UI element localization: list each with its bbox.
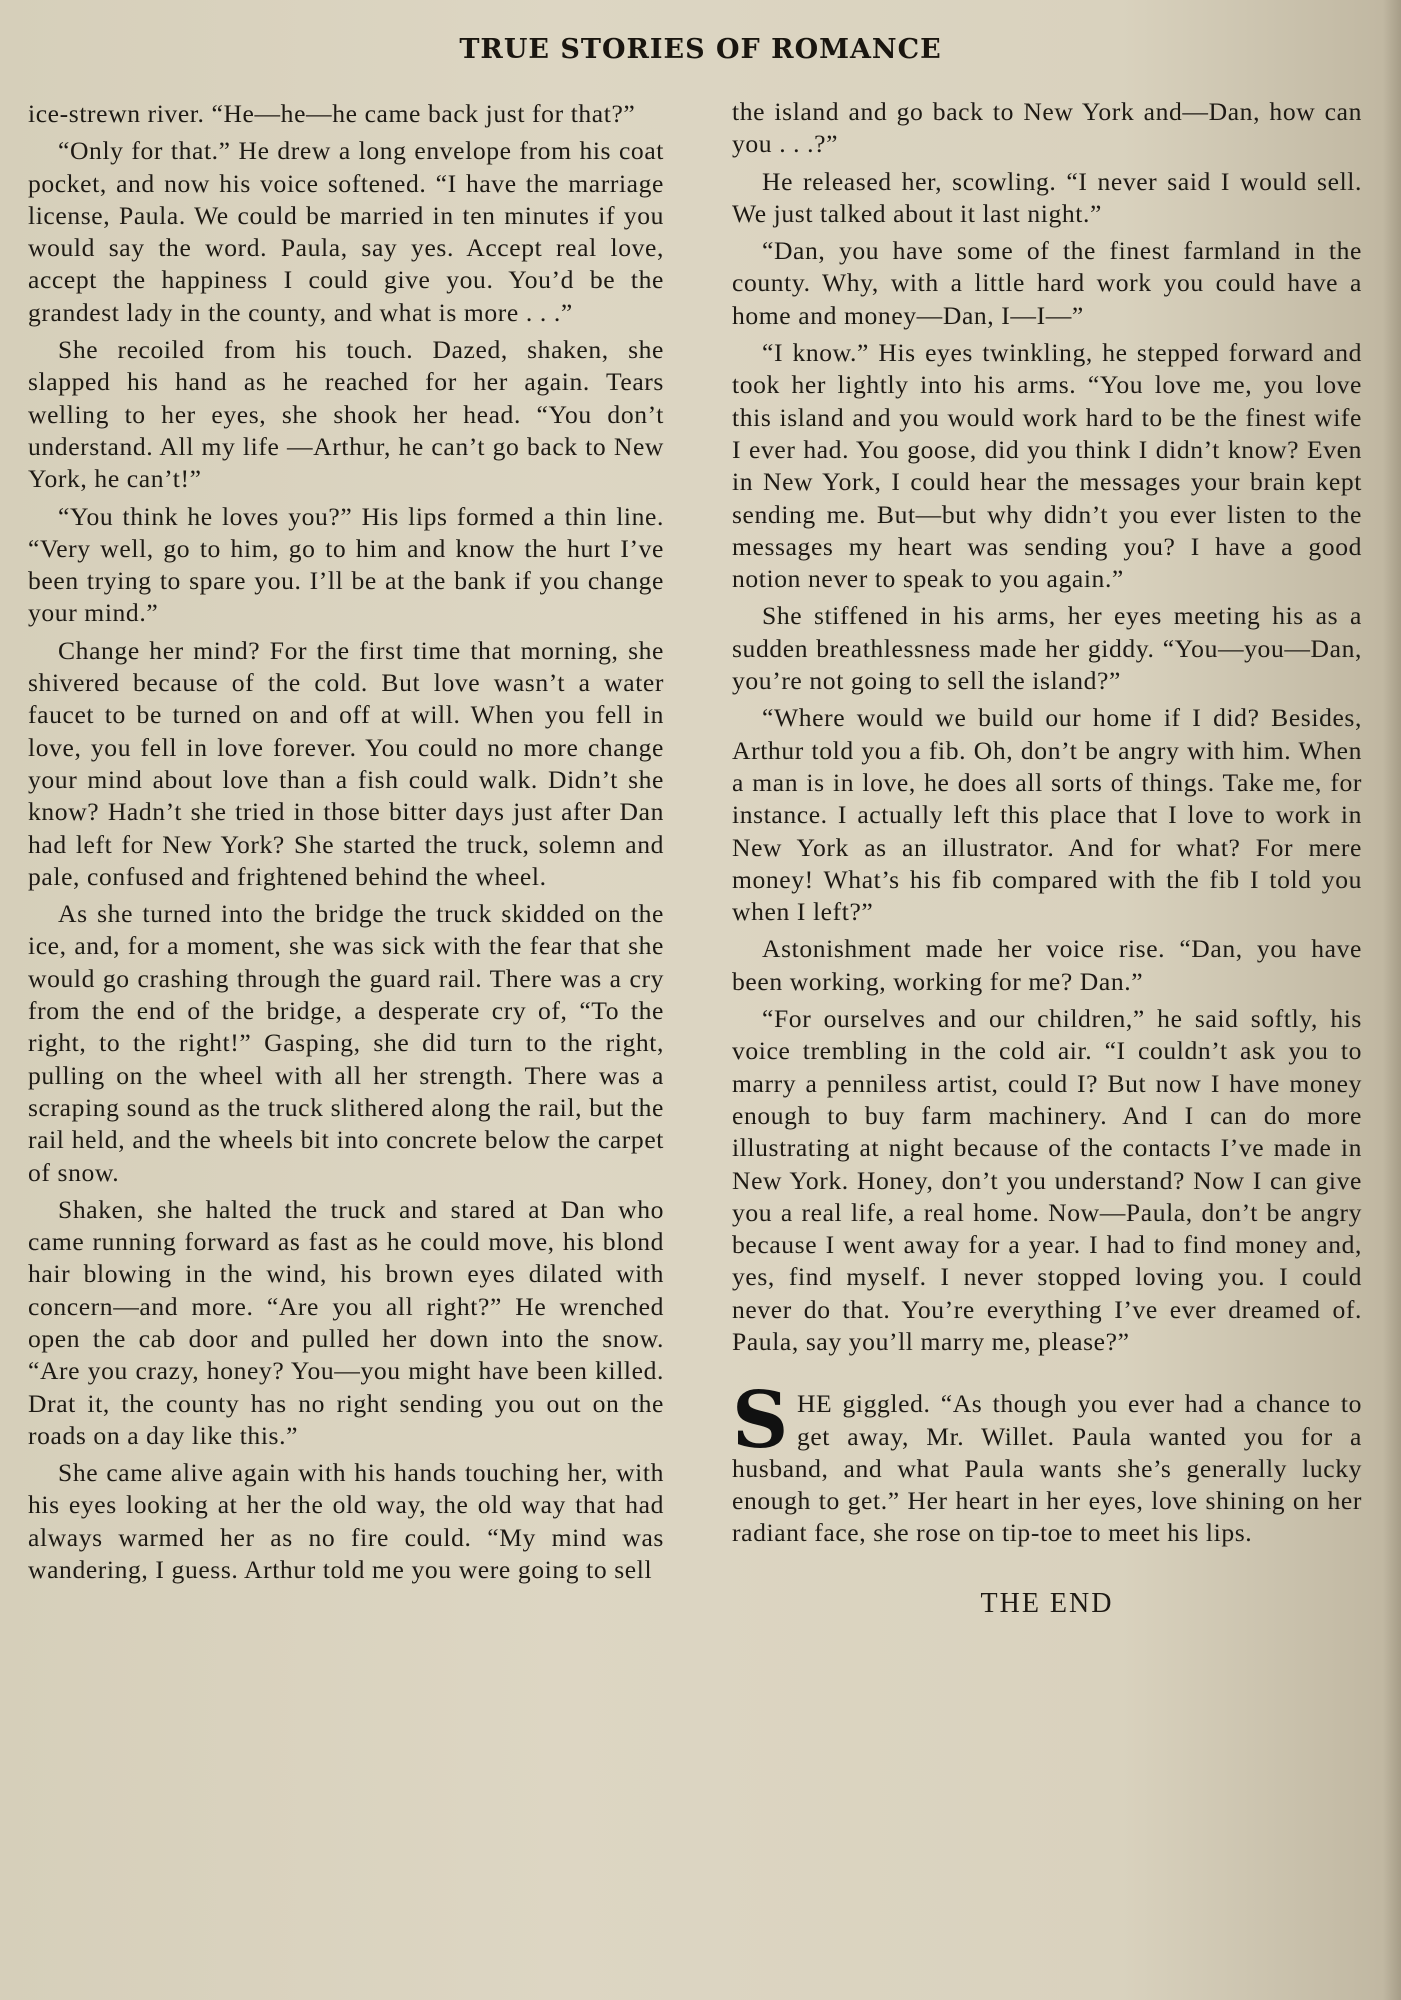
closing-paragraph xyxy=(732,1375,1362,1549)
closing-text: HE giggled. “As though you ever had a chance to get away, Mr. Willet. Paula wanted you for a husband, and what Paula wants she’s generally lucky enough to get.” Her heart in her eyes, love shining on her radiant face, she rose on tip-toe to meet his lips. xyxy=(732,1389,1362,1548)
paragraph: Change her mind? For the first time that morning, she shivered because of the cold. But love wasn’t a water faucet to be turned on and off at will. When you fell in love, you fell in love forever. You could no more change your mind about love than a fish could walk. Didn’t she know? Hadn’t she tried in those bitter days just after Dan had left for New York? She started the truck, solemn and pale, confused and frightened behind the wheel. xyxy=(28,635,664,891)
paragraph: She came alive again with his hands touching her, with his eyes looking at her the old way, the old way that had always warmed her as no fire could. “My mind was wandering, I guess. Arthur told me you were going to sell xyxy=(28,1458,664,1585)
paragraph: As she turned into the bridge the truck skidded on the ice, and, for a moment, she was sick with the fear that she would go crashing through the guard rail. There was a cry from the end of the bridge, a desperate cry of, “To the right, to the right!” Gasping, she did turn to the right, pulling on the wheel with all her strength. There was a scraping sound as the truck slithered along the rail, but the rail held, and the wheels bit into concrete below the carpet of snow. xyxy=(28,899,664,1187)
paragraph: Astonishment made her voice rise. “Dan, you have been working, working for me? Dan.” xyxy=(732,934,1362,996)
paragraph: “I know.” His eyes twinkling, he stepped forward and took her lightly into his arms. “You love me, you love this island and you would work hard to be the finest wife I ever had. You goose, did you think I didn’t know? Even in New York, I could hear the messages your brain kept sending me. But—but why didn’t you ever listen to the messages my heart was sending you? I have a good notion never to speak to you again.” xyxy=(732,338,1362,594)
paragraph: the island and go back to New York and—Dan, how can you . . .?” xyxy=(732,97,1362,159)
paragraph: ice-strewn river. “He—he—he came back just for that?” xyxy=(28,99,636,128)
paragraph: “You think he loves you?” His lips formed a thin line. “Very well, go to him, go to him and know the hurt I’ve been trying to spare you. I’ll be at the bank if you change your mind.” xyxy=(28,501,664,628)
drop-cap: S xyxy=(732,1375,789,1467)
paragraph: He released her, scowling. “I never said I would sell. We just talked about it last night.” xyxy=(732,166,1362,228)
paragraph: “Where would we build our home if I did? Besides, Arthur told you a fib. Oh, don’t be angry with him. When a man is in love, he does all sorts of things. Take me, for instance. I actually left this place that I love to work in New York as an illustrator. And for what? For mere money! What’s his fib compared with the fib I told you when I left?” xyxy=(732,703,1362,927)
page-spine-shadow xyxy=(1383,0,1401,2000)
paragraph: Shaken, she halted the truck and stared at Dan who came running forward as fast as he could move, his blond hair blowing in the wind, his brown eyes dilated with concern—and more. “Are you all right?” He wrenched open the cab door and pulled her down into the snow. “Are you crazy, honey? You—you might have been killed. Drat it, the county has no right sending you out on the roads on a day like this.” xyxy=(28,1194,664,1450)
paragraph: “For ourselves and our children,” he said softly, his voice trembling in the cold air. “I couldn’t ask you to marry a penniless artist, could I? But now I have money enough to buy farm machinery. And I can do more illustrating at night because of the contacts I’ve made in New York. Honey, don’t you understand? Now I can give you a real life, a real home. Now—Paula, don’t be angry because I went away for a year. I had to find money and, yes, find myself. I never stopped loving you. I could never do that. You’re everything I’ve ever dreamed of. Paula, say you’ll marry me, please?” xyxy=(732,1004,1362,1356)
closing-section xyxy=(732,1375,1362,1549)
running-title: TRUE STORIES OF ROMANCE xyxy=(459,34,942,65)
paragraph: “Dan, you have some of the finest farmland in the county. Why, with a little hard work you could have a home and money—Dan, I—I—” xyxy=(732,236,1362,330)
right-column xyxy=(732,96,1362,1620)
paragraph: She stiffened in his arms, her eyes meeting his as a sudden breathlessness made her giddy. “You—you—Dan, you’re not going to sell the island?” xyxy=(732,601,1362,696)
end-mark: THE END xyxy=(980,1587,1114,1619)
paragraph: “Only for that.” He drew a long envelope from his coat pocket, and now his voice softened. “I have the marriage license, Paula. We could be married in ten minutes if you would say the word. Paula, say yes. Accept real love, accept the happiness I could give you. You’d be the grandest lady in the county, and what is more . . .” xyxy=(28,136,664,327)
left-column xyxy=(28,98,664,1591)
paragraph: She recoiled from his touch. Dazed, shaken, she slapped his hand as he reached for her again. Tears welling to her eyes, she shook her head. “You don’t understand. All my life —Arthur, he can’t go back to New York, he can’t!” xyxy=(28,335,664,494)
